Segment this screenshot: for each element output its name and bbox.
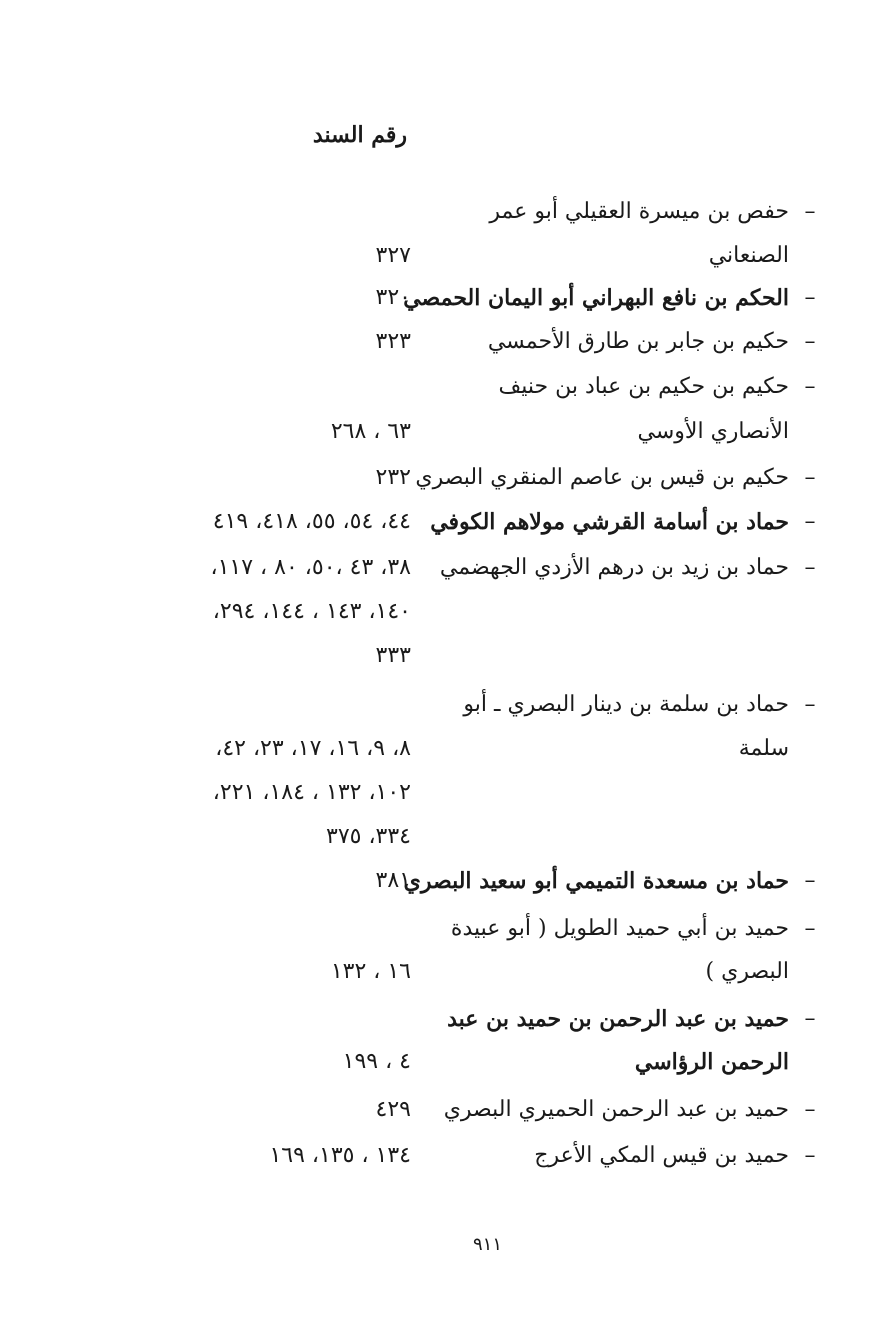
- isnad-numbers: ٨، ٩، ١٦، ١٧، ٢٣، ٤٢،: [215, 736, 411, 761]
- isnad-numbers: ٢٣٢: [375, 465, 411, 490]
- entry-dash: –: [804, 868, 816, 893]
- narrator-name: البصري ): [705, 959, 789, 984]
- isnad-numbers: ٤٢٩: [375, 1097, 411, 1122]
- isnad-numbers: ٤٤، ٥٤، ٥٥، ٤١٨، ٤١٩: [212, 509, 411, 534]
- entry-dash: –: [804, 199, 816, 224]
- entry-dash: –: [804, 692, 816, 717]
- entry-dash: –: [804, 329, 816, 354]
- index-line: [0, 500, 875, 544]
- index-line: [0, 727, 875, 771]
- narrator-name: حميد بن أبي حميد الطويل ( أبو عبيدة: [450, 916, 789, 941]
- narrator-name: حماد بن أسامة القرشي مولاهم الكوفي: [430, 509, 789, 535]
- isnad-numbers: ٤ ، ١٩٩: [342, 1049, 411, 1074]
- narrator-name: الصنعاني: [708, 243, 789, 268]
- column-header: رقم السند: [312, 122, 407, 148]
- entry-dash: –: [804, 374, 816, 399]
- isnad-numbers: ٣٣٣: [375, 643, 411, 668]
- index-line: [0, 634, 875, 678]
- isnad-numbers: ١٣٤ ، ١٣٥، ١٦٩: [269, 1143, 411, 1168]
- isnad-numbers: ١٦ ، ١٣٢: [330, 959, 411, 984]
- index-line: [0, 365, 875, 409]
- narrator-name: حكيم بن حكيم بن عباد بن حنيف: [498, 374, 789, 399]
- narrator-name: حماد بن سلمة بن دينار البصري ـ أبو: [463, 692, 789, 717]
- isnad-numbers: ٦٣ ، ٢٦٨: [330, 419, 411, 444]
- narrator-name: الحكم بن نافع البهراني أبو اليمان الحمصي: [403, 285, 789, 311]
- isnad-numbers: ٣٨، ٤٣ ،٥٠، ٨٠ ، ١١٧،: [210, 555, 411, 580]
- index-line: [0, 234, 875, 278]
- isnad-numbers: ٣٢٧: [375, 243, 411, 268]
- index-line: [0, 771, 875, 815]
- isnad-numbers: ١٠٢، ١٣٢ ، ١٨٤، ٢٢١،: [212, 780, 411, 805]
- isnad-numbers: ٣٣٤، ٣٧٥: [326, 824, 411, 849]
- index-line: [0, 907, 875, 951]
- isnad-numbers: ١٤٠، ١٤٣ ، ١٤٤، ٢٩٤،: [212, 599, 411, 624]
- narrator-name: حميد بن عبد الرحمن الحميري البصري: [443, 1097, 789, 1122]
- index-line: [0, 997, 875, 1041]
- index-line: [0, 859, 875, 903]
- entry-dash: –: [804, 285, 816, 310]
- index-line: [0, 815, 875, 859]
- narrator-name: حميد بن قيس المكي الأعرج: [534, 1143, 789, 1168]
- isnad-numbers: ٣٨١: [375, 868, 411, 893]
- isnad-numbers: ٣٢٣: [375, 329, 411, 354]
- narrator-name: حكيم بن جابر بن طارق الأحمسي: [487, 329, 789, 354]
- index-line: [0, 410, 875, 454]
- index-line: [0, 950, 875, 994]
- entry-dash: –: [804, 555, 816, 580]
- narrator-name: حماد بن مسعدة التميمي أبو سعيد البصري: [403, 868, 789, 894]
- entry-dash: –: [804, 916, 816, 941]
- index-line: [0, 1088, 875, 1132]
- narrator-name: حفص بن ميسرة العقيلي أبو عمر: [489, 199, 789, 224]
- narrator-name: الأنصاري الأوسي: [637, 419, 789, 444]
- index-line: [0, 683, 875, 727]
- entry-dash: –: [804, 465, 816, 490]
- index-line: [0, 190, 875, 234]
- index-line: [0, 546, 875, 590]
- isnad-numbers: ٣٢٠: [375, 285, 411, 310]
- index-line: [0, 1134, 875, 1178]
- narrator-name: سلمة: [738, 736, 789, 761]
- entry-dash: –: [804, 1097, 816, 1122]
- index-line: [0, 320, 875, 364]
- narrator-name: الرحمن الرؤاسي: [634, 1049, 789, 1075]
- entry-dash: –: [804, 1143, 816, 1168]
- narrator-name: حميد بن عبد الرحمن بن حميد بن عبد: [447, 1006, 789, 1032]
- page-number: ٩١١: [472, 1234, 502, 1255]
- entry-dash: –: [804, 1006, 816, 1031]
- narrator-name: حماد بن زيد بن درهم الأزدي الجهضمي: [439, 555, 789, 580]
- index-line: [0, 590, 875, 634]
- entry-dash: –: [804, 509, 816, 534]
- index-line: [0, 456, 875, 500]
- narrator-name: حكيم بن قيس بن عاصم المنقري البصري: [415, 465, 789, 490]
- index-line: [0, 276, 875, 320]
- index-line: [0, 1040, 875, 1084]
